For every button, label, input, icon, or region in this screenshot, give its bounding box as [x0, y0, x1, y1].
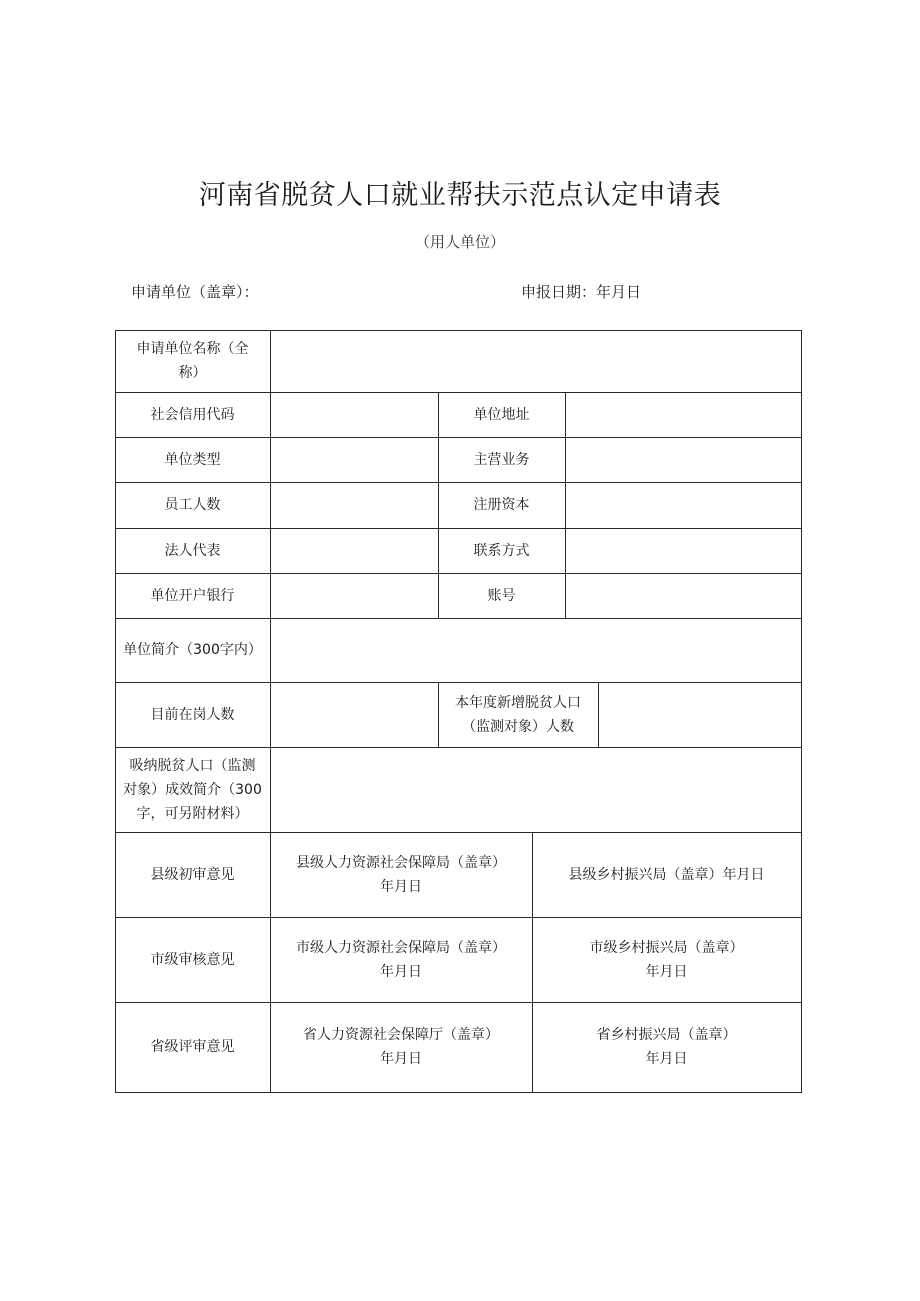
absorb-label	[115, 747, 270, 832]
absorb-label-line1: 吸纳脱贫人口（监测	[129, 757, 256, 774]
county-hrss-date: 年月日	[380, 878, 422, 895]
county-review-label: 县级初审意见	[150, 866, 235, 883]
province-hrss-opinion[interactable]	[270, 1002, 532, 1092]
city-hrss-opinion[interactable]	[270, 917, 532, 1002]
intro-field[interactable]	[271, 619, 801, 682]
new-hires-label-line2: （监测对象）人数	[462, 718, 574, 735]
province-rural-stamp: 省乡村振兴局（盖章）	[596, 1027, 737, 1043]
unit-type-label: 单位类型	[164, 451, 221, 468]
county-rural-stamp: 县级乡村振兴局（盖章）年月日	[568, 866, 765, 883]
county-hrss-opinion[interactable]	[270, 832, 532, 917]
contact-label: 联系方式	[473, 542, 530, 559]
applicant-stamp-label: 申请单位（盖章）：	[131, 283, 259, 301]
absorb-label-line3: 字，可另附材料）	[136, 805, 249, 822]
intro-label: 单位简介（300字内）	[123, 642, 262, 658]
main-business-label: 主营业务	[473, 451, 530, 468]
absorb-field[interactable]	[271, 748, 801, 832]
absorb-label-line2: 对象）成效简介（300	[123, 781, 262, 798]
new-hires-field[interactable]	[599, 683, 801, 747]
new-hires-label-line1: 本年度新增脱贫人口	[455, 694, 581, 711]
county-rural-opinion[interactable]	[532, 832, 801, 917]
legal-rep-label: 法人代表	[164, 542, 221, 559]
contact-field[interactable]	[566, 529, 801, 573]
province-hrss-stamp: 省人力资源社会保障厅（盖章）	[303, 1027, 499, 1043]
on-post-label: 目前在岗人数	[150, 706, 235, 723]
bank-field[interactable]	[271, 574, 438, 618]
new-hires-label	[438, 682, 598, 747]
registered-capital-field[interactable]	[566, 483, 801, 528]
full-name-field[interactable]	[271, 331, 801, 392]
registered-capital-label: 注册资本	[473, 497, 530, 513]
county-hrss-stamp: 县级人力资源社会保障局（盖章）	[296, 854, 506, 871]
on-post-field[interactable]	[271, 683, 438, 747]
full-name-label-line1: 申请单位名称（全	[136, 341, 249, 357]
city-review-label: 市级审核意见	[150, 951, 235, 968]
application-date-label: 申报日期：年月日	[521, 283, 642, 301]
page-subtitle: （用人单位）	[414, 233, 505, 251]
address-label: 单位地址	[473, 406, 530, 423]
unit-type-field[interactable]	[271, 438, 438, 482]
legal-rep-field[interactable]	[271, 529, 438, 573]
credit-code-label: 社会信用代码	[150, 406, 235, 423]
city-rural-stamp: 市级乡村振兴局（盖章）	[589, 939, 744, 956]
province-review-label: 省级评审意见	[150, 1039, 235, 1055]
full-name-label	[115, 330, 270, 392]
staff-count-label: 员工人数	[164, 497, 221, 513]
city-rural-date: 年月日	[645, 963, 688, 980]
account-field[interactable]	[566, 574, 801, 618]
address-field[interactable]	[566, 393, 801, 437]
province-rural-opinion[interactable]	[532, 1002, 801, 1092]
staff-count-field[interactable]	[271, 483, 438, 528]
city-rural-opinion[interactable]	[532, 917, 801, 1002]
main-business-field[interactable]	[566, 438, 801, 482]
bank-label: 单位开户银行	[150, 587, 235, 604]
credit-code-field[interactable]	[271, 393, 438, 437]
page-title: 河南省脱贫人口就业帮扶示范点认定申请表	[198, 180, 722, 211]
account-label: 账号	[487, 587, 516, 604]
province-hrss-date: 年月日	[380, 1051, 422, 1067]
full-name-label-line2: 称）	[178, 365, 207, 381]
province-rural-date: 年月日	[645, 1051, 688, 1067]
city-hrss-date: 年月日	[380, 963, 422, 980]
city-hrss-stamp: 市级人力资源社会保障局（盖章）	[296, 939, 506, 956]
